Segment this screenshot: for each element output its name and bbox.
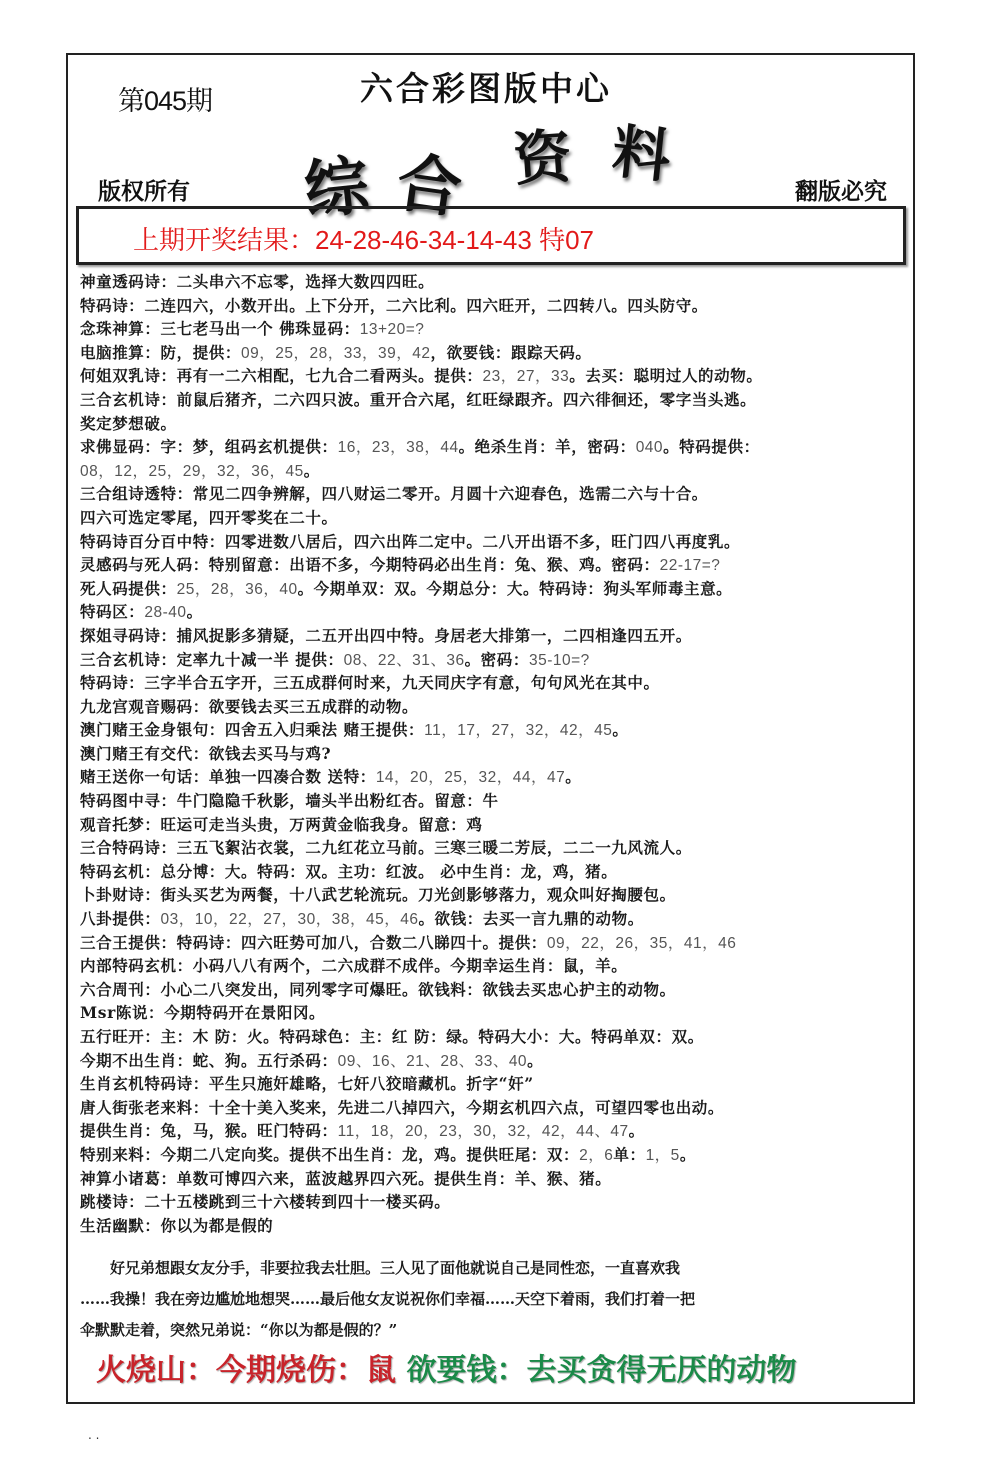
- brand-title: 六合彩图版中心: [360, 69, 612, 108]
- tip-line: 内部特码玄机：小码八八有两个，二六成群不成伴。今期幸运生肖：鼠，羊。: [80, 956, 628, 976]
- tip-line: 提供生肖：兔，马，猴。旺门特码：11，18，20，23，30，32，42，44、47。: [80, 1121, 645, 1141]
- tip-line: 奖定梦想破。: [80, 413, 177, 433]
- tip-line: 澳门赌王有交代：欲钱去买马与鸡?: [80, 743, 332, 763]
- last-result-box: [76, 206, 906, 265]
- tip-line: 三合玄机诗：定率九十减一半 提供：08、22、31、36。密码：35-10=?: [80, 649, 590, 669]
- tip-line: 澳门赌王金身银句：四舍五入归乘法 赌王提供：11，17，27，32，42，45。: [80, 720, 629, 740]
- main-title-char: 资: [511, 122, 574, 194]
- tip-line: 生肖玄机特码诗：平生只施奸雄略，七奸八狡暗藏机。折字“奸”: [80, 1074, 534, 1094]
- tip-line: 三合特码诗：三五飞絮沾衣裳，二九红花立马前。三寒三暖二芳辰，二二一九风流人。: [80, 838, 692, 858]
- tip-line: 神童透码诗：二头串六不忘零，选择大数四四旺。: [80, 272, 435, 291]
- last-result-numbers: 24-28-46-34-14-43: [315, 225, 532, 255]
- tip-line: 特码诗：二连四六，小数开出。上下分开，二六比利。四六旺开，二四转八。四头防守。: [80, 295, 708, 315]
- tip-line: 特码诗百分百中特：四零进数八居后，四六出阵二定中。二八开出语不多，旺门四八再度乳。: [80, 531, 741, 551]
- tip-line: 三合王提供：特码诗：四六旺势可加八，合数二八睇四十。提供：09，22，26，35，41，46: [80, 932, 737, 952]
- tip-line: 跳楼诗：二十五楼跳到三十六楼转到四十一楼买码。: [80, 1192, 451, 1212]
- tip-line: 今期不出生肖：蛇、狗。五行杀码：09、16、21、28、33、40。: [80, 1050, 544, 1070]
- main-title-char: 综: [300, 147, 373, 230]
- footer-banner: [96, 1345, 796, 1389]
- issue-number: 第045期: [118, 86, 213, 116]
- tip-line: 三合玄机诗：前鼠后猪齐，二六四只波。重开合六尾，红旺绿跟齐。四六徘徊还，零字当头逃。: [80, 389, 757, 409]
- tip-line: 三合组诗透特：常见二四争辨解，四八财运二零开。月圆十六迎春色，选需二六与十合。: [80, 484, 708, 504]
- main-title-char: 料: [609, 117, 674, 191]
- tip-line: 卜卦财诗：街头买艺为两餐，十八武艺轮流玩。刀光剑影够落力，观众叫好掏腰包。: [80, 885, 676, 905]
- story-paragraph-line: 伞默默走着，突然兄弟说：“你以为都是假的？”: [80, 1321, 398, 1339]
- tip-line: 神算小诸葛：单数可博四六来，蓝波越界四六死。提供生肖：羊、猴、猪。: [80, 1168, 612, 1188]
- tip-line: 六合周刊：小心二八突发出，同列零字可爆旺。欲钱料：欲钱去买忠心护主的动物。: [80, 979, 676, 999]
- story-paragraph-line: 好兄弟想跟女友分手，非要拉我去壮胆。三人见了面他就说自己是同性恋，一直喜欢我: [80, 1259, 681, 1277]
- tip-line: Msr陈说：今期特码开在景阳冈。: [80, 1003, 326, 1023]
- anti-piracy-notice: 翻版必究: [795, 178, 887, 205]
- story-paragraph-line: ……我操！我在旁边尴尬地想哭……最后他女友说祝你们幸福……天空下着雨，我们打着一把: [80, 1290, 696, 1308]
- page-marks: . .: [88, 1428, 100, 1442]
- tip-line: 特码玄机：总分博：大。特码：双。主功：红波。 必中生肖：龙，鸡，猪。: [80, 861, 618, 881]
- tip-line: 探姐寻码诗：捕风捉影多猜疑，二五开出四中特。身居老大排第一，二四相逢四五开。: [80, 625, 692, 645]
- footer-green-text: 欲要钱：去买贪得无厌的动物: [406, 1353, 797, 1388]
- tip-line: 何姐双乳诗：再有一二六相配，七九合二看两头。提供：23，27，33。去买：聪明过人的动物。: [80, 366, 763, 386]
- tip-line: 特码区：28-40。: [80, 602, 203, 622]
- last-result: [133, 220, 594, 257]
- lottery-info-sheet: [66, 53, 915, 1404]
- last-result-special: 特07: [539, 225, 594, 255]
- tip-line: 求佛显码：字：梦，组码玄机提供：16，23，38，44。绝杀生肖：羊，密码：040。特码提供：: [80, 437, 760, 457]
- last-result-label: 上期开奖结果：: [133, 225, 316, 255]
- tip-line: 特码诗：三字半合五字开，三五成群何时来，九天同庆字有意，句句风光在其中。: [80, 673, 660, 693]
- tip-line: 特别来料：今期二八定向奖。提供不出生肖：龙，鸡。提供旺尾：双：2，6单：1，5。: [80, 1144, 696, 1164]
- tip-line: 四六可选定零尾，四开零奖在二十。: [80, 507, 338, 527]
- tip-line: 死人码提供：25，28，36，40。今期单双：双。今期总分：大。特码诗：狗头军师毒主意。: [80, 578, 733, 598]
- tip-line: 念珠神算：三七老马出一个 佛珠显码：13+20=?: [80, 319, 425, 339]
- tip-line: 唐人街张老来料：十全十美入奖来，先进二八掉四六，今期玄机四六点，可望四零也出动。: [80, 1097, 725, 1117]
- tip-line: 赌王送你一句话：单独一四凑合数 送特：14，20，25，32，44，47。: [80, 767, 582, 787]
- main-title-char: 合: [392, 144, 467, 229]
- tip-line: 特码图中寻：牛门隐隐千秋影，墙头半出粉红杏。留意：牛: [80, 791, 499, 811]
- tip-line: 五行旺开：主：木 防：火。特码球色：主：红 防：绿。特码大小：大。特码单双：双。: [80, 1027, 704, 1046]
- tip-line: 生活幽默：你以为都是假的: [80, 1215, 274, 1235]
- tip-line: 八卦提供：03，10，22，27，30，38，45，46。欲钱：去买一言九鼎的动物。: [80, 909, 644, 929]
- tip-line: 电脑推算：防，提供：09，25，28，33，39，42，欲要钱：跟踪天码。: [80, 342, 592, 362]
- footer-red-text: 火烧山：今期烧伤：鼠: [96, 1353, 396, 1388]
- tip-line: 灵感码与死人码：特别留意：出语不多，今期特码必出生肖：兔、猴、鸡。密码：22-17=?: [80, 555, 721, 575]
- copyright-notice: 版权所有: [98, 178, 190, 205]
- tips-list: [80, 270, 910, 1237]
- tip-line: 九龙宫观音赐码：欲要钱去买三五成群的动物。: [80, 696, 419, 716]
- tip-line: 08，12，25，29，32，36，45。: [80, 460, 320, 480]
- humor-story: [80, 1253, 910, 1346]
- tip-line: 观音托梦：旺运可走当头贵，万两黄金临我身。留意：鸡: [80, 814, 483, 834]
